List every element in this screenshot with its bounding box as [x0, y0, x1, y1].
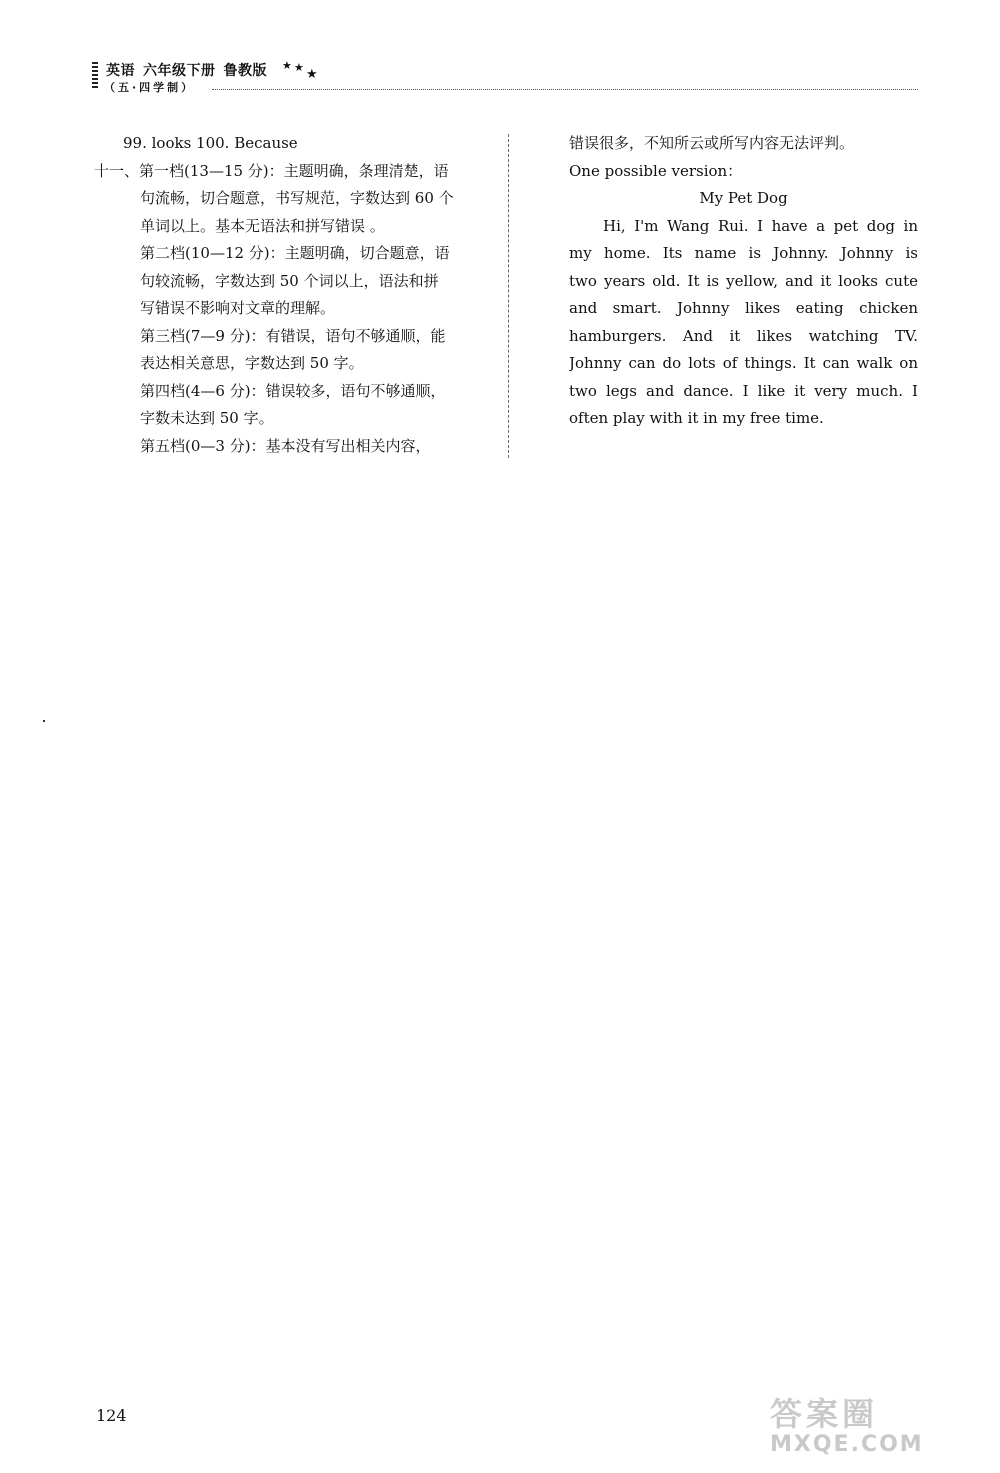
column-divider — [508, 134, 509, 458]
essay-line: my home. Its name is Johnny. Johnny is — [569, 244, 918, 262]
grade-line: 第五档(0—3 分)：基本没有写出相关内容， — [140, 436, 431, 455]
grade-block-5 — [94, 433, 494, 461]
grade-line: 第二档(10—12 分)：主题明确，切合题意，语 — [140, 244, 450, 262]
grade-line: 句流畅，切合题意，书写规范，字数达到 60 个 — [140, 189, 454, 207]
essay-line: hamburgers. And it likes watching TV. — [569, 326, 918, 345]
grade-line: 单词以上。基本无语法和拼写错误 。 — [140, 216, 385, 235]
grade-line: 第一档(13—15 分)：主题明确，条理清楚，语 — [139, 161, 449, 180]
essay-line: two years old. It is yellow, and it looks cute — [569, 271, 918, 290]
grade-block-2 — [94, 240, 494, 323]
header-divider — [212, 89, 918, 90]
grade-continuation: 错误很多，不知所云或所写内容无法评判。 — [569, 134, 855, 152]
header-decoration — [92, 62, 98, 88]
essay-line: Hi, I'm Wang Rui. I have a pet dog in — [603, 216, 918, 235]
grade-block-4 — [94, 378, 494, 433]
watermark-bottom: MXQE.COM — [770, 1432, 924, 1457]
header-subject: 英语 — [106, 63, 135, 79]
grade-line: 字数未达到 50 字。 — [140, 409, 274, 427]
header-system: （五·四学制） — [104, 81, 196, 94]
grade-line: 第四档(4—6 分)：错误较多，语句不够通顺， — [140, 381, 446, 400]
left-column — [94, 130, 494, 460]
section-label: 十一、 — [94, 161, 140, 180]
answer-line: 99. looks 100. Because — [123, 134, 298, 152]
header-edition: 鲁教版 — [223, 63, 267, 79]
grade-line: 表达相关意思，字数达到 50 字。 — [140, 354, 364, 372]
essay-line: Johnny can do lots of things. It can walk on — [569, 354, 918, 372]
grade-line: 第三档(7—9 分)：有错误，语句不够通顺，能 — [140, 326, 446, 345]
grade-block-3 — [94, 323, 494, 378]
grade-block-1 — [94, 158, 494, 241]
grade-line: 句较流畅，字数达到 50 个词以上，语法和拼 — [140, 271, 439, 290]
right-column — [569, 130, 918, 433]
header-title — [106, 60, 267, 80]
page-number: 124 — [96, 1406, 127, 1425]
essay-line: and smart. Johnny likes eating chicken — [569, 299, 918, 317]
essay-line: two legs and dance. I like it very much. I — [569, 381, 918, 400]
essay-title: My Pet Dog — [699, 189, 788, 207]
watermark-top: 答案圈 — [770, 1395, 879, 1433]
scan-mark — [43, 720, 45, 722]
watermark-logo — [770, 1396, 980, 1466]
version-label: One possible version： — [569, 161, 743, 180]
header-grade: 六年级下册 — [143, 63, 216, 79]
essay-line: often play with it in my free time. — [569, 409, 824, 427]
grade-line: 写错误不影响对文章的理解。 — [140, 299, 336, 317]
page-header: 英语 六年级下册 鲁教版 ★ ★ ★ （五·四学制） — [92, 54, 922, 94]
